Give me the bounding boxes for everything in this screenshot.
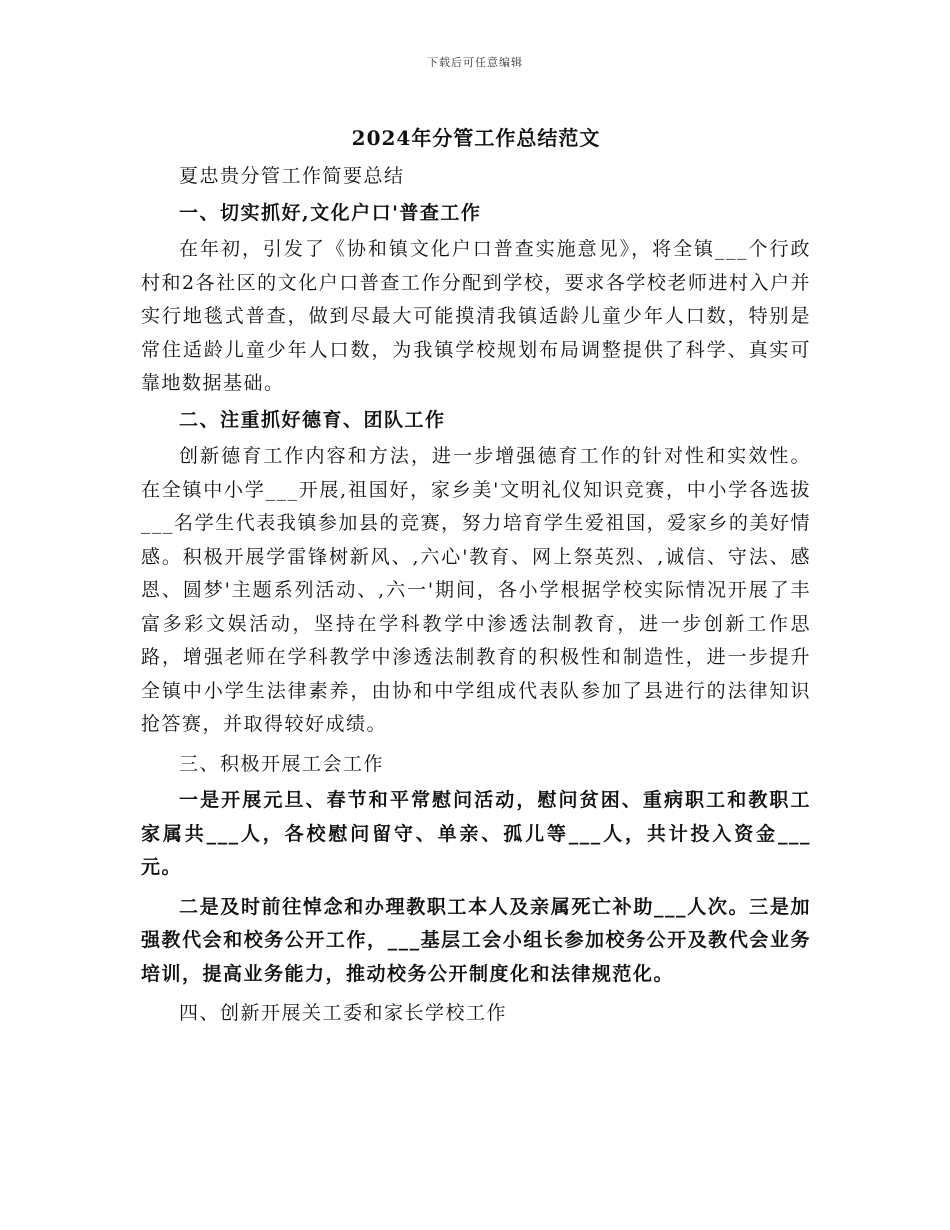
document-page	[141, 120, 811, 1034]
section-1-body: 在年初，引发了《协和镇文化户口普查实施意见》，将全镇___个行政村和2各社区的文化户口普查工作分配到学校，要求各学校老师进村入户并实行地毯式普查，做到尽最大可能摸清我镇适龄儿童少年人口数，特别是常住适龄儿童少年人口数，为我镇学校规划布局调整提供了科学、真实可靠地数据基础。	[141, 238, 811, 394]
section-3-heading: 三、积极开展工会工作	[179, 752, 385, 775]
section-1-heading: 一、切实抓好,文化户口'普查工作	[179, 201, 482, 224]
section-4-heading: 四、创新开展关工委和家长学校工作	[179, 1002, 508, 1024]
section-2-heading: 二、注重抓好德育、团队工作	[179, 408, 446, 431]
section-3-paragraph-1: 一是开展元旦、春节和平常慰问活动，慰问贫困、重病职工和教职工家属共___人，各校慰问留守、单亲、孤儿等___人，共计投入资金___元。	[141, 789, 811, 878]
document-title: 2024年分管工作总结范文	[351, 126, 601, 150]
section-2-body: 创新德育工作内容和方法，进一步增强德育工作的针对性和实效性。在全镇中小学___开展,祖国好，家乡美'文明礼仪知识竞赛，中小学各选拔___名学生代表我镇参加县的竞赛，努力培育学生爱祖国，爱家乡的美好情感。积极开展学雷锋树新风、,六心'教育、网上祭英烈、,诚信、守法、感恩、圆梦'主题系列活动、,六一'期间，各小学根据学校实际情况开展了丰富多彩文娱活动，坚持在学科教学中渗透法制教育，进一步创新工作思路，增强老师在学科教学中渗透法制教育的积极性和制造性，进一步提升全镇中小学生法律素养，由协和中学组成代表队参加了县进行的法律知识抢答赛，并取得较好成绩。	[141, 445, 811, 735]
header-note: 下载后可任意编辑	[427, 56, 523, 69]
intro-line: 夏忠贵分管工作简要总结	[179, 165, 405, 187]
section-3-paragraph-2: 二是及时前往悼念和办理教职工本人及亲属死亡补助___人次。三是加强教代会和校务公开工作，___基层工会小组长参加校务公开及教代会业务培训，提高业务能力，推动校务公开制度化和法律规范化。	[141, 895, 811, 985]
